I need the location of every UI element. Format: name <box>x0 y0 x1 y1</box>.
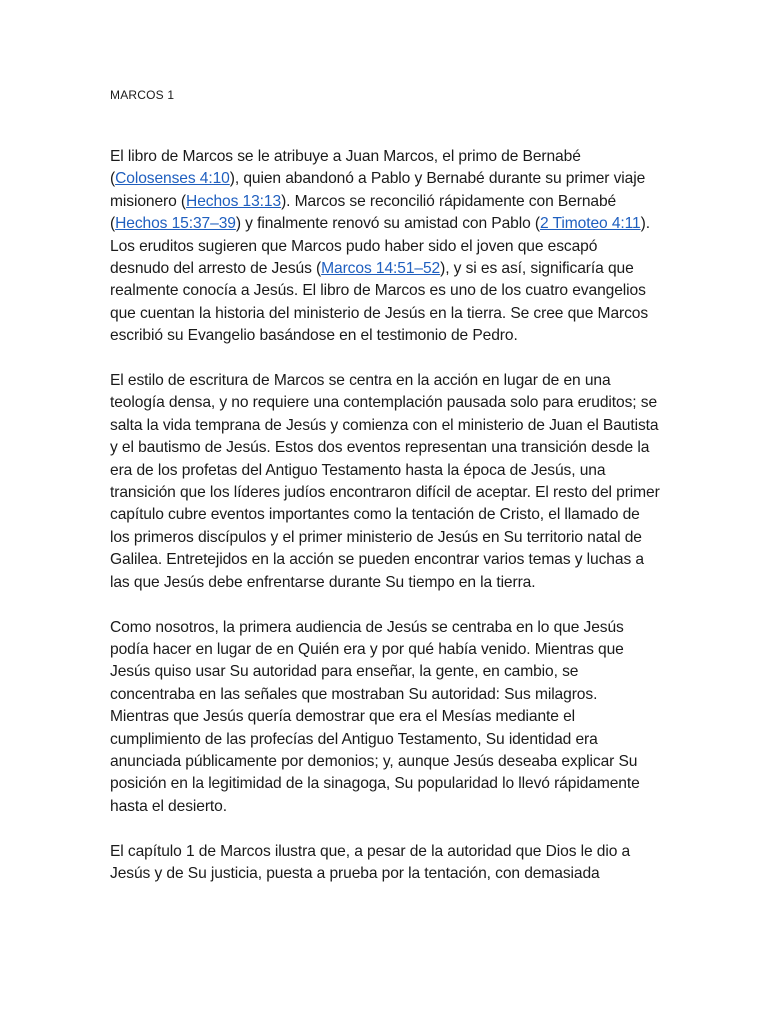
paragraph-text: ). Marcos se reconcilió rápidamente con Bernabé ( <box>110 192 621 233</box>
paragraph-text: Como nosotros, la primera audiencia de Jesús se centraba en lo que Jesús podía hacer en lugar de en Quién era y por qué había venido. Mientras que Jesús quiso usar Su autoridad para enseñar, la gente, en cambio, se concentraba en las señales que mostraban Su autoridad: Sus milagros. Mientras que Jesús quería demostrar que era el Mesías mediante el cumplimiento de las profecías del Antiguo Testamento, Su identidad era anunciada públicamente por demonios; y, aunque Jesús deseaba explicar Su posición en la legitimidad de la sinagoga, Su popularidad lo llevó rápidamente hasta el desierto. <box>110 618 644 815</box>
document-body <box>110 146 664 908</box>
paragraph-text: ), y si es así, significaría que realmente conocía a Jesús. El libro de Marcos es uno de los cuatro evangelios que cuentan la historia del ministerio de Jesús en la tierra. Se cree que Marcos escribió su Evangelio basándose en el testimonio de Pedro. <box>110 260 653 345</box>
document-title: MARCOS 1 <box>110 88 175 102</box>
scripture-reference-link[interactable]: Hechos 15:37–39 <box>115 215 236 233</box>
paragraph-text: El estilo de escritura de Marcos se centra en la acción en lugar de en una teología densa, y no requiere una contemplación pausada solo para eruditos; se salta la vida temprana de Jesús y comienza con el ministerio de Juan el Bautista y el bautismo de Jesús. Estos dos eventos representan una transición desde la era de los profetas del Antiguo Testamento hasta la época de Jesús, una transición que los líderes judíos encontraron difícil de aceptar. El resto del primer capítulo cubre eventos importantes como la tentación de Cristo, el llamado de los primeros discípulos y el primer ministerio de Jesús en Su territorio natal de Galilea. Entretejidos en la acción se pueden encontrar varios temas y luchas a las que Jesús debe enfrentarse durante Su tiempo en la tierra. <box>110 372 664 591</box>
paragraph-text: ) y finalmente renovó su amistad con Pablo ( <box>235 215 541 233</box>
scripture-reference-link[interactable]: 2 Timoteo 4:11 <box>540 215 641 233</box>
paragraph <box>110 370 664 594</box>
paragraph <box>110 841 660 886</box>
paragraph-text: ). Los eruditos sugieren que Marcos pudo haber sido el joven que escapó desnudo del arresto de Jesús ( <box>110 215 655 278</box>
paragraph-text: El capítulo 1 de Marcos ilustra que, a pesar de la autoridad que Dios le dio a Jesús y de Su justicia, puesta a prueba por la tentación, con demasiada <box>110 842 635 882</box>
paragraph-text: ), quien abandonó a Pablo y Bernabé durante su primer viaje misionero ( <box>110 170 650 210</box>
paragraph-text: El libro de Marcos se le atribuye a Juan Marcos, el primo de Bernabé ( <box>110 148 586 188</box>
scripture-reference-link[interactable]: Marcos 14:51–52 <box>321 260 441 278</box>
paragraph <box>110 617 660 819</box>
scripture-reference-link[interactable]: Hechos 13:13 <box>186 192 282 210</box>
scripture-reference-link[interactable]: Colosenses 4:10 <box>115 170 230 188</box>
paragraph <box>110 146 660 348</box>
